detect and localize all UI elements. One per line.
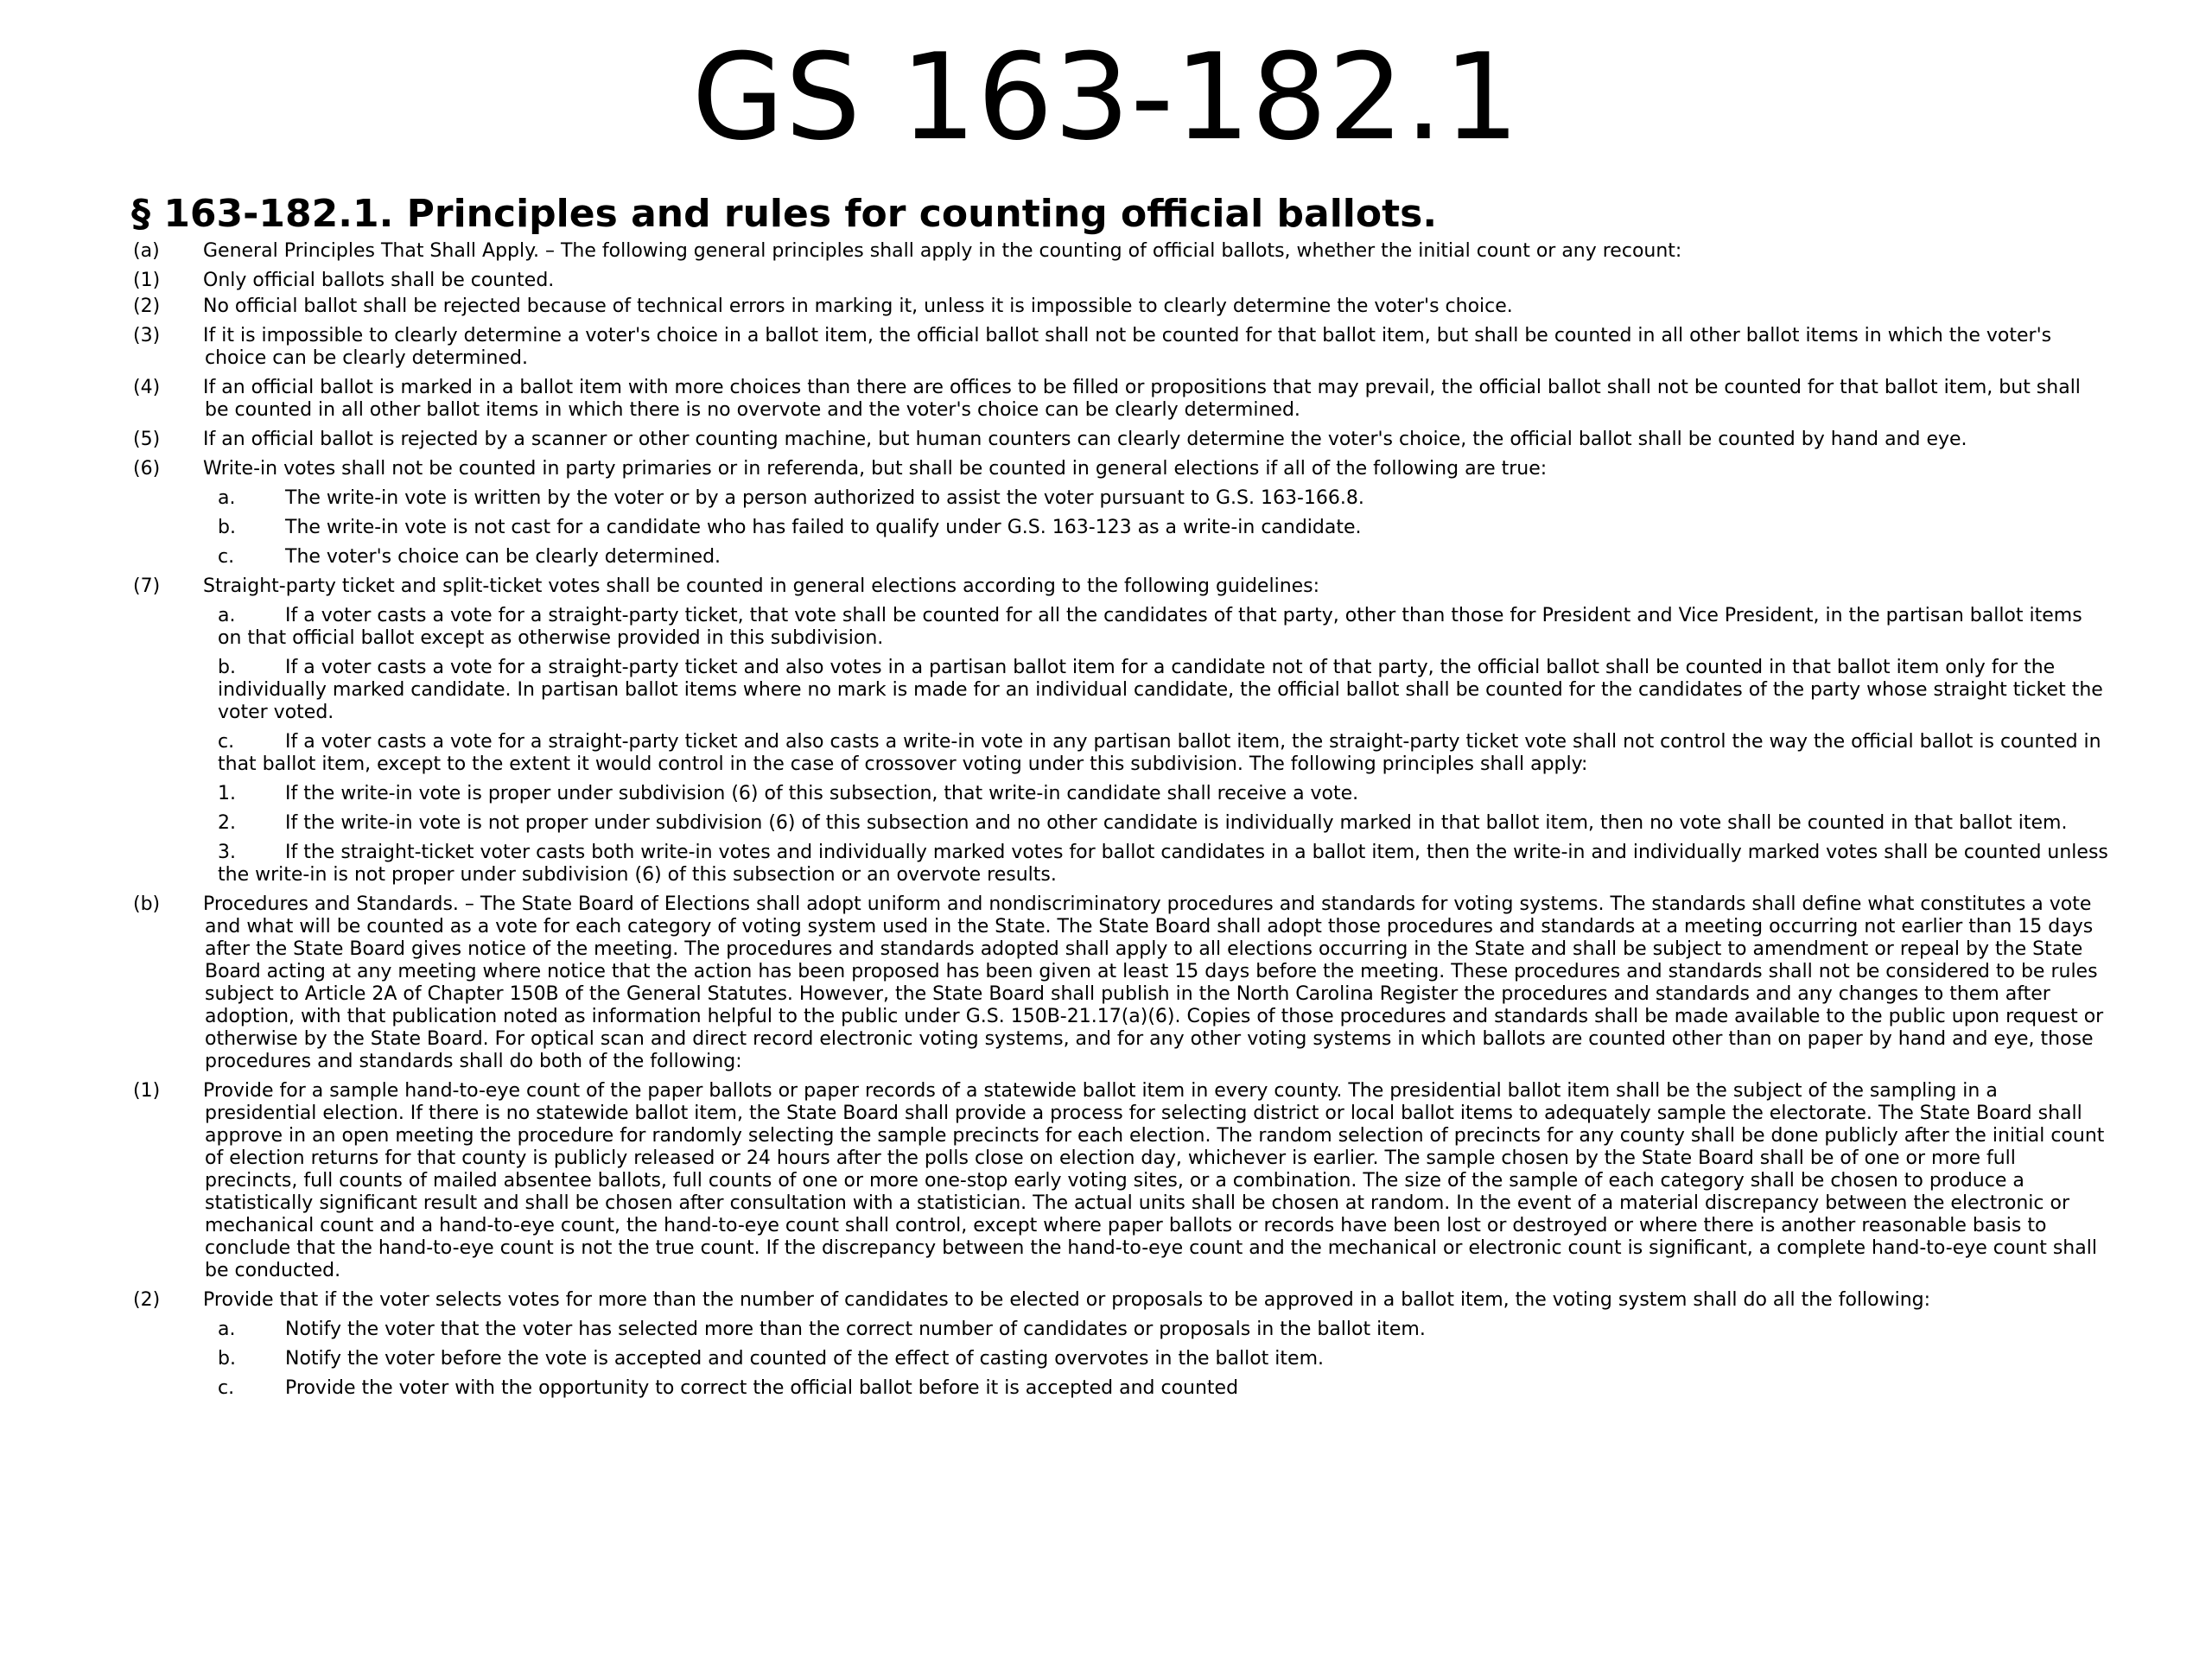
item-letter: c. [218, 731, 235, 753]
item-number: (2) [133, 1289, 161, 1311]
subdivision-a7 [131, 575, 2108, 598]
statute-body [131, 240, 2108, 1407]
item-letter: a. [218, 605, 236, 626]
item-text: Write-in votes shall not be counted in party primaries or in referenda, but shall be counted in general elections if all of the following are true: [203, 458, 1548, 480]
item-text: If the write-in vote is proper under subdivision (6) of this subsection, that write-in candidate shall receive a vote. [285, 783, 1359, 804]
item-letter: c. [218, 546, 235, 568]
item-text: The write-in vote is written by the voter or by a person authorized to assist the voter pursuant to G.S. 163-166.8. [285, 487, 1364, 509]
item-digit: 1. [218, 783, 236, 804]
item-text: The voter's choice can be clearly determined. [285, 546, 721, 568]
sub-item-a7c3 [131, 842, 2108, 887]
sub-item-b2b [131, 1348, 2108, 1370]
subdivision-a4 [131, 377, 2108, 422]
item-number: (4) [133, 377, 161, 398]
sub-item-b2c [131, 1377, 2108, 1400]
subdivision-a1 [131, 270, 2108, 292]
item-text: Provide the voter with the opportunity to correct the official ballot before it is accepted and counted [285, 1377, 1239, 1399]
subdivision-a3 [131, 325, 2108, 370]
sub-item-a6c [131, 546, 2108, 569]
sub-item-a6b [131, 517, 2108, 539]
subdivision-b1 [131, 1080, 2108, 1282]
sub-item-a7b [131, 657, 2108, 724]
item-text: Procedures and Standards. – The State Board of Elections shall adopt uniform and nondiscriminatory procedures and standards for voting systems. The standards shall define what constitutes a vote and what will be counted as a vote for each category of voting system used in the State. The State Board shall adopt those procedures and standards at a meeting occurring not earlier than 15 days after the State Board gives notice of the meeting. The procedures and standards adopted shall apply to all elections occurring in the State and shall be subject to amendment or repeal by the State Board acting at any meeting where notice that the action has been proposed has been given at least 15 days before the meeting. These procedures and standards shall not be considered to be rules subject to Article 2A of Chapter 150B of the General Statutes. However, the State Board shall publish in the North Carolina Register the procedures and standards and any changes to them after adoption, with that publication noted as information helpful to the public under G.S. 150B-21.17(a)(6). Copies of those procedures and standards shall be made available to the public upon request or otherwise by the State Board. For optical scan and direct record electronic voting systems, and for any other voting systems in which ballots are counted other than on paper by hand and eye, those procedures and standards shall do both of the following: [203, 893, 2104, 1072]
sub-item-a7c1 [131, 783, 2108, 805]
item-number: (6) [133, 458, 161, 480]
item-text: Straight-party ticket and split-ticket votes shall be counted in general elections according to the following guidelines: [203, 575, 1320, 597]
page-title: GS 163-182.1 [691, 28, 1521, 167]
item-number: (b) [133, 893, 161, 915]
item-number: (1) [133, 270, 161, 291]
item-number: (a) [133, 240, 160, 262]
item-text: The write-in vote is not cast for a candidate who has failed to qualify under G.S. 163-123 as a write-in candidate. [285, 517, 1362, 538]
item-digit: 3. [218, 842, 236, 863]
item-text: Provide that if the voter selects votes for more than the number of candidates to be elected or proposals to be approved in a ballot item, the voting system shall do all the following: [203, 1289, 1931, 1311]
item-digit: 2. [218, 812, 236, 834]
item-text: If a voter casts a vote for a straight-party ticket, that vote shall be counted for all the candidates of that party, other than those for President and Vice President, in the partisan ballot items on that official ballot except as otherwise provided in this subdivision. [218, 605, 2082, 649]
subdivision-b2 [131, 1289, 2108, 1312]
sub-item-a7a [131, 605, 2108, 650]
subsection-b [131, 893, 2108, 1073]
item-letter: c. [218, 1377, 235, 1399]
item-text: Notify the voter before the vote is accepted and counted of the effect of casting overvotes in the ballot item. [285, 1348, 1324, 1370]
item-number: (7) [133, 575, 161, 597]
item-letter: b. [218, 657, 236, 678]
item-text: If the write-in vote is not proper under subdivision (6) of this subsection and no other candidate is individually marked in that ballot item, then no vote shall be counted in that ballot item. [285, 812, 2068, 834]
item-letter: b. [218, 1348, 236, 1370]
item-text: If an official ballot is rejected by a scanner or other counting machine, but human counters can clearly determine the voter's choice, the official ballot shall be counted by hand and eye. [203, 429, 1967, 450]
item-text: Only official ballots shall be counted. [203, 270, 555, 291]
sub-item-b2a [131, 1319, 2108, 1341]
section-heading: § 163-182.1. Principles and rules for counting official ballots. [131, 192, 1438, 236]
item-text: General Principles That Shall Apply. – The following general principles shall apply in the counting of official ballots, whether the initial count or any recount: [203, 240, 1682, 262]
sub-item-a6a [131, 487, 2108, 510]
subdivision-a2 [131, 296, 2108, 318]
item-text: Notify the voter that the voter has selected more than the correct number of candidates or proposals in the ballot item. [285, 1319, 1426, 1340]
item-text: If a voter casts a vote for a straight-party ticket and also votes in a partisan ballot item for a candidate not of that party, the official ballot shall be counted in that ballot item only for the individually marked candidate. In partisan ballot items where no mark is made for an individual candidate, the official ballot shall be counted for the candidates of the party whose straight ticket the voter voted. [218, 657, 2103, 723]
subsection-a [131, 240, 2108, 263]
item-number: (5) [133, 429, 161, 450]
item-text: Provide for a sample hand-to-eye count of the paper ballots or paper records of a statewide ballot item in every county. The presidential ballot item shall be the subject of the sampling in a presidential election. If there is no statewide ballot item, the State Board shall provide a process for selecting district or local ballot items to adequately sample the electorate. The State Board shall approve in an open meeting the procedure for randomly selecting the sample precincts for each election. The random selection of precincts for any county shall be done publicly after the initial count of election returns for that county is publicly released or 24 hours after the polls close on election day, whichever is earlier. The sample chosen by the State Board shall be of one or more full precincts, full counts of mailed absentee ballots, full counts of one or more one-stop early voting sites, or a combination. The size of the sample of each category shall be chosen to produce a statistically significant result and shall be chosen after consultation with a statistician. The actual units shall be chosen at random. In the event of a material discrepancy between the electronic or mechanical count and a hand-to-eye count, the hand-to-eye count shall control, except where paper ballots or records have been lost or destroyed or where there is another reasonable basis to conclude that the hand-to-eye count is not the true count. If the discrepancy between the hand-to-eye count and the mechanical or electronic count is significant, a complete hand-to-eye count shall be conducted. [203, 1080, 2105, 1281]
item-letter: b. [218, 517, 236, 538]
item-letter: a. [218, 487, 236, 509]
item-text: If an official ballot is marked in a ballot item with more choices than there are offices to be filled or propositions that may prevail, the official ballot shall not be counted for that ballot item, but shall be counted in all other ballot items in which there is no overvote and the voter's choice can be clearly determined. [203, 377, 2081, 421]
subdivision-a6 [131, 458, 2108, 480]
item-letter: a. [218, 1319, 236, 1340]
subdivision-a5 [131, 429, 2108, 451]
item-text: No official ballot shall be rejected because of technical errors in marking it, unless it is impossible to clearly determine the voter's choice. [203, 296, 1513, 317]
item-text: If a voter casts a vote for a straight-party ticket and also casts a write-in vote in any partisan ballot item, the straight-party ticket vote shall not control the way the official ballot is counted in that ballot item, except to the extent it would control in the case of crossover voting under this subdivision. The following principles shall apply: [218, 731, 2101, 775]
item-number: (1) [133, 1080, 161, 1102]
item-number: (3) [133, 325, 161, 346]
item-text: If the straight-ticket voter casts both write-in votes and individually marked votes for ballot candidates in a ballot item, then the write-in and individually marked votes shall be counted unless the write-in is not proper under subdivision (6) of this subsection or an overvote results. [218, 842, 2108, 886]
sub-item-a7c2 [131, 812, 2108, 835]
item-number: (2) [133, 296, 161, 317]
item-text: If it is impossible to clearly determine a voter's choice in a ballot item, the official ballot shall not be counted for that ballot item, but shall be counted in all other ballot items in which the voter's choice can be clearly determined. [203, 325, 2052, 369]
sub-item-a7c [131, 731, 2108, 776]
